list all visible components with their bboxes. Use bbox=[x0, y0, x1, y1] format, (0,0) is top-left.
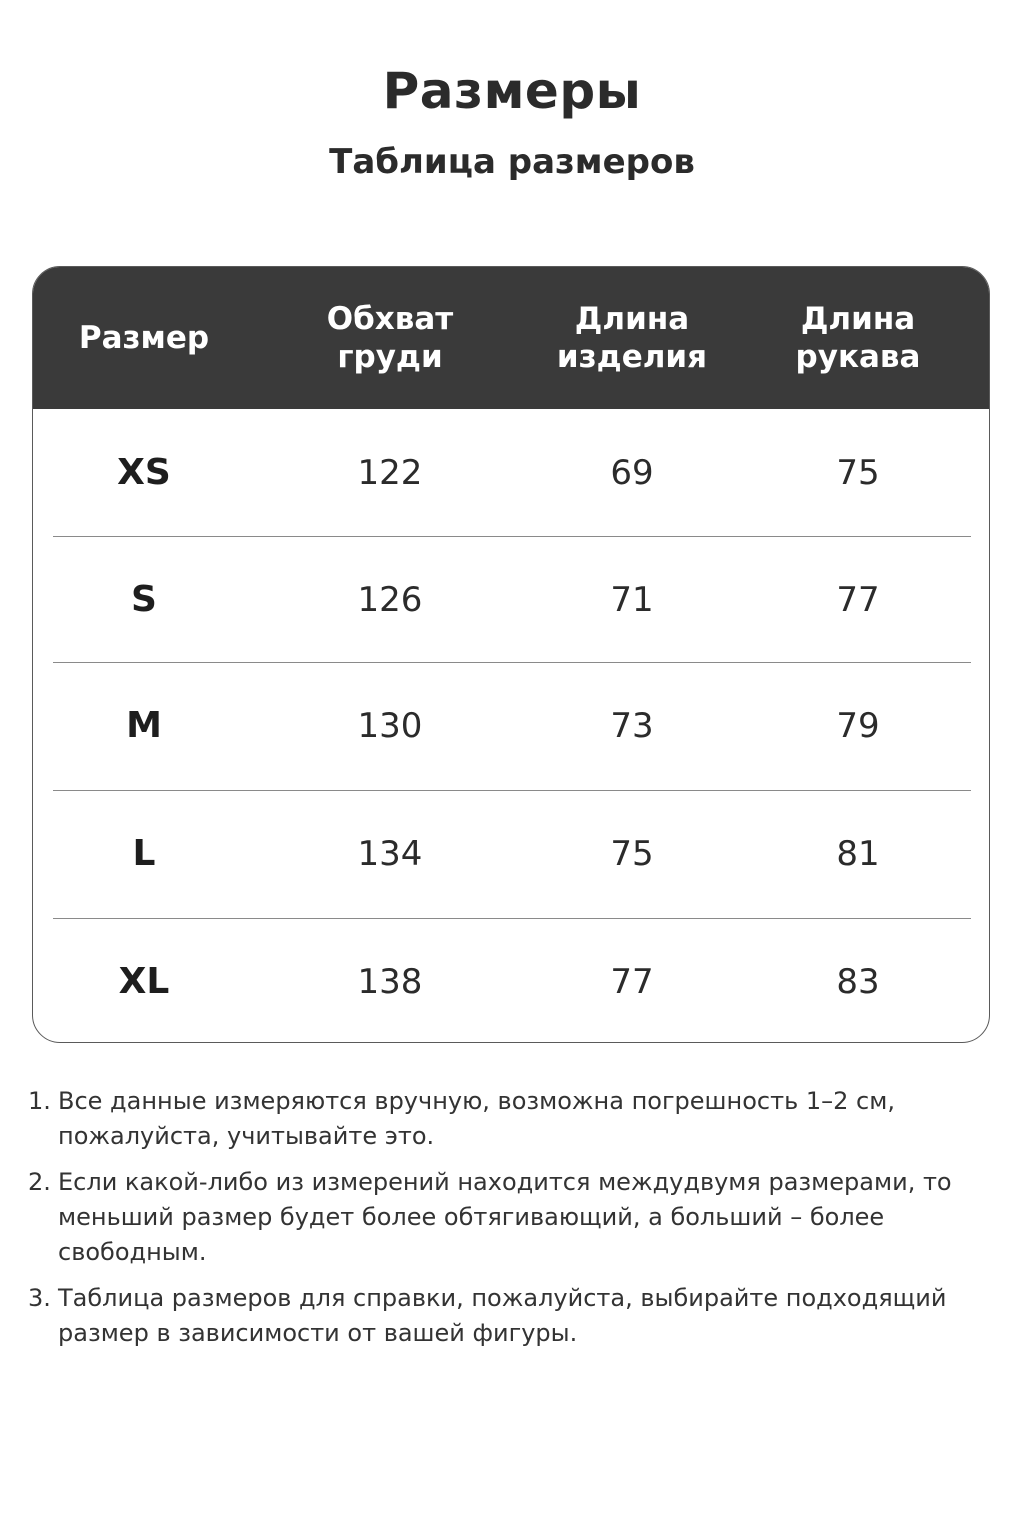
page-subtitle: Таблица размеров bbox=[329, 142, 695, 182]
chest-cell: 122 bbox=[357, 452, 423, 493]
note-item bbox=[28, 1281, 988, 1351]
notes-list bbox=[28, 1084, 988, 1362]
table-row bbox=[33, 536, 989, 663]
table-row bbox=[33, 409, 989, 536]
table-row bbox=[33, 918, 989, 1043]
chest-cell: 134 bbox=[357, 833, 423, 874]
chest-cell: 130 bbox=[357, 705, 423, 746]
sleeve-cell: 81 bbox=[836, 833, 880, 874]
note-number: 2. bbox=[28, 1168, 51, 1196]
table-row bbox=[33, 790, 989, 917]
note-item bbox=[28, 1084, 988, 1154]
table-header bbox=[33, 267, 989, 409]
note-text: Таблица размеров для справки, пожалуйста, выбирайте подходящий размер в зависимости от вашей фигуры. bbox=[58, 1284, 947, 1347]
size-table bbox=[32, 266, 990, 1043]
column-header-sleeve: Длина рукава bbox=[795, 301, 921, 375]
column-header-length: Длина изделия bbox=[556, 301, 708, 375]
length-cell: 73 bbox=[610, 705, 654, 746]
note-text: Все данные измеряются вручную, возможна погрешность 1–2 см, пожалуйста, учитывайте это. bbox=[58, 1087, 895, 1150]
sleeve-cell: 77 bbox=[836, 579, 880, 620]
note-text: Если какой-либо из измерений находится междудвумя размерами, то меньший размер будет более обтягивающий, а больший – более свободным. bbox=[58, 1168, 952, 1266]
column-header-chest: Обхват груди bbox=[326, 301, 454, 375]
length-cell: 71 bbox=[610, 579, 654, 620]
size-cell: XS bbox=[117, 452, 171, 493]
chest-cell: 138 bbox=[357, 961, 423, 1002]
size-cell: XL bbox=[118, 961, 170, 1002]
length-cell: 75 bbox=[610, 833, 654, 874]
length-cell: 77 bbox=[610, 961, 654, 1002]
sleeve-cell: 79 bbox=[836, 705, 880, 746]
page-title: Размеры bbox=[382, 62, 642, 120]
column-header-size: Размер bbox=[78, 320, 210, 356]
note-number: 1. bbox=[28, 1087, 51, 1115]
size-cell: M bbox=[126, 705, 162, 746]
note-number: 3. bbox=[28, 1284, 51, 1312]
sleeve-cell: 83 bbox=[836, 961, 880, 1002]
chest-cell: 126 bbox=[357, 579, 423, 620]
size-cell: S bbox=[131, 579, 157, 620]
note-item bbox=[28, 1165, 988, 1270]
sleeve-cell: 75 bbox=[836, 452, 880, 493]
table-row bbox=[33, 662, 989, 789]
size-cell: L bbox=[132, 833, 156, 874]
length-cell: 69 bbox=[610, 452, 654, 493]
